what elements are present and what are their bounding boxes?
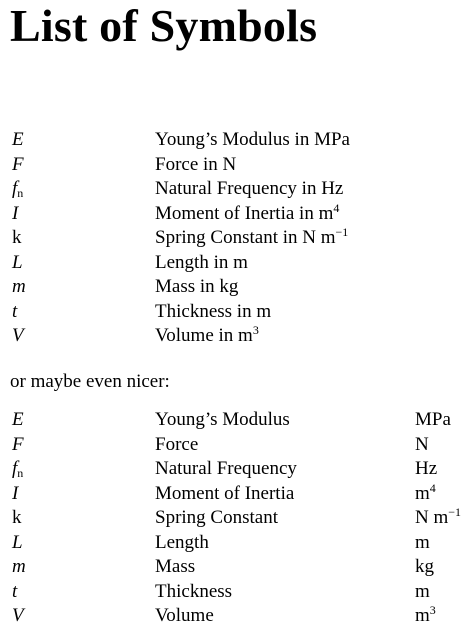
- description-text: Spring Constant in N m: [155, 227, 336, 248]
- symbol-subscript: n: [17, 466, 24, 480]
- symbol-row: [0, 300, 474, 325]
- symbol-letter: E: [12, 409, 24, 430]
- symbol-description: Mass: [155, 556, 196, 577]
- symbol-description: [155, 300, 271, 325]
- symbol: [12, 433, 24, 458]
- unit-exponent: −1: [448, 505, 462, 519]
- symbol-row: [0, 324, 474, 349]
- symbol-description: [155, 226, 348, 251]
- description-text: Force in N: [155, 153, 237, 175]
- page-title: List of Symbols: [10, 0, 318, 51]
- symbol-list-unit-column: [0, 408, 474, 629]
- unit-exponent: 4: [429, 480, 436, 495]
- symbol-row: [0, 555, 474, 580]
- symbol-letter: L: [12, 251, 23, 273]
- symbol-row: [0, 580, 474, 605]
- symbol-description: [155, 324, 259, 349]
- unit-exponent: −1: [335, 225, 349, 239]
- symbol-row: [0, 482, 474, 507]
- symbol-letter: V: [12, 605, 24, 626]
- symbol-description: [155, 153, 236, 178]
- symbol-letter: m: [12, 556, 26, 577]
- symbol-list-inline-units: [0, 128, 474, 349]
- symbol-description: [155, 251, 248, 276]
- symbol: [12, 555, 26, 580]
- unit-text: m: [415, 580, 430, 602]
- symbol-description: [155, 177, 343, 202]
- symbol-letter: f: [12, 178, 18, 199]
- symbol: [12, 202, 18, 227]
- symbol: [12, 531, 23, 556]
- symbol-letter: F: [12, 433, 24, 455]
- symbol-row: [0, 275, 474, 300]
- symbol-unit: [415, 408, 451, 433]
- symbol-letter: t: [12, 580, 18, 602]
- unit-exponent: 4: [333, 200, 340, 215]
- unit-text: m: [415, 531, 430, 553]
- symbol: [12, 604, 24, 629]
- symbol-description: [155, 128, 350, 153]
- symbol-letter: F: [12, 153, 24, 175]
- unit-text: MPa: [415, 409, 451, 430]
- symbol-letter: L: [12, 531, 23, 553]
- symbol-row: [0, 531, 474, 556]
- symbol-description: Force: [155, 433, 199, 455]
- description-text: Natural Frequency in Hz: [155, 178, 344, 199]
- symbol: [12, 128, 24, 153]
- unit-text: kg: [415, 556, 434, 577]
- symbol-row: [0, 251, 474, 276]
- symbol-row: [0, 153, 474, 178]
- symbol-row: [0, 128, 474, 153]
- symbol-row: [0, 408, 474, 433]
- symbol-description: Thickness: [155, 580, 233, 602]
- unit-text: Hz: [415, 458, 438, 479]
- symbol-row: [0, 177, 474, 202]
- symbol-description: Spring Constant: [155, 507, 278, 528]
- symbol-subscript: n: [17, 186, 24, 200]
- symbol: [12, 482, 18, 507]
- symbol-letter: f: [12, 458, 18, 479]
- symbol-letter: I: [12, 202, 19, 224]
- unit-exponent: 3: [429, 603, 436, 617]
- symbol-row: [0, 506, 474, 531]
- description-text: Length in m: [155, 251, 248, 273]
- symbol: [12, 324, 24, 349]
- symbol-row: [0, 433, 474, 458]
- symbol-row: [0, 604, 474, 629]
- symbol-description: Volume: [155, 605, 214, 626]
- symbol-row: [0, 202, 474, 227]
- symbol-letter: I: [12, 482, 19, 504]
- symbol-description: Length: [155, 531, 209, 553]
- symbol: [12, 251, 23, 276]
- symbol-unit: [415, 531, 430, 556]
- description-text: Thickness in m: [155, 300, 272, 322]
- symbol-unit: [415, 555, 434, 580]
- symbol-unit: [415, 506, 461, 531]
- symbol: [12, 275, 26, 300]
- description-text: Mass in kg: [155, 276, 239, 297]
- symbol-unit: [415, 457, 437, 482]
- symbol-letter: k: [12, 227, 22, 248]
- unit-text: N: [415, 433, 429, 455]
- symbol: [12, 408, 24, 433]
- symbol: [12, 153, 24, 178]
- symbol-description: [155, 275, 238, 300]
- symbol: [12, 226, 22, 251]
- symbol-letter: E: [12, 129, 24, 150]
- unit-text: m: [415, 482, 430, 504]
- symbol-row: [0, 457, 474, 482]
- symbol: [12, 300, 17, 325]
- symbol: [12, 580, 17, 605]
- unit-text: m: [415, 605, 430, 626]
- description-text: Moment of Inertia in m: [155, 202, 334, 224]
- symbol-unit: [415, 433, 429, 458]
- symbol-description: [155, 202, 339, 227]
- symbol-letter: t: [12, 300, 18, 322]
- symbol-unit: [415, 604, 436, 629]
- symbol-description: Young’s Modulus: [155, 409, 290, 430]
- symbol-unit: [415, 482, 436, 507]
- description-text: Volume in m: [155, 325, 253, 346]
- symbol-row: [0, 226, 474, 251]
- symbol: [12, 177, 23, 202]
- symbol-letter: k: [12, 507, 22, 528]
- unit-exponent: 3: [252, 323, 259, 337]
- symbol-description: Moment of Inertia: [155, 482, 295, 504]
- symbol-letter: m: [12, 276, 26, 297]
- symbol-letter: V: [12, 325, 24, 346]
- symbol-description: Natural Frequency: [155, 458, 297, 479]
- unit-text: N m: [415, 507, 449, 528]
- symbol: [12, 506, 22, 531]
- symbol: [12, 457, 23, 482]
- symbol-unit: [415, 580, 430, 605]
- between-text: or maybe even nicer:: [10, 371, 170, 392]
- description-text: Young’s Modulus in MPa: [155, 129, 350, 150]
